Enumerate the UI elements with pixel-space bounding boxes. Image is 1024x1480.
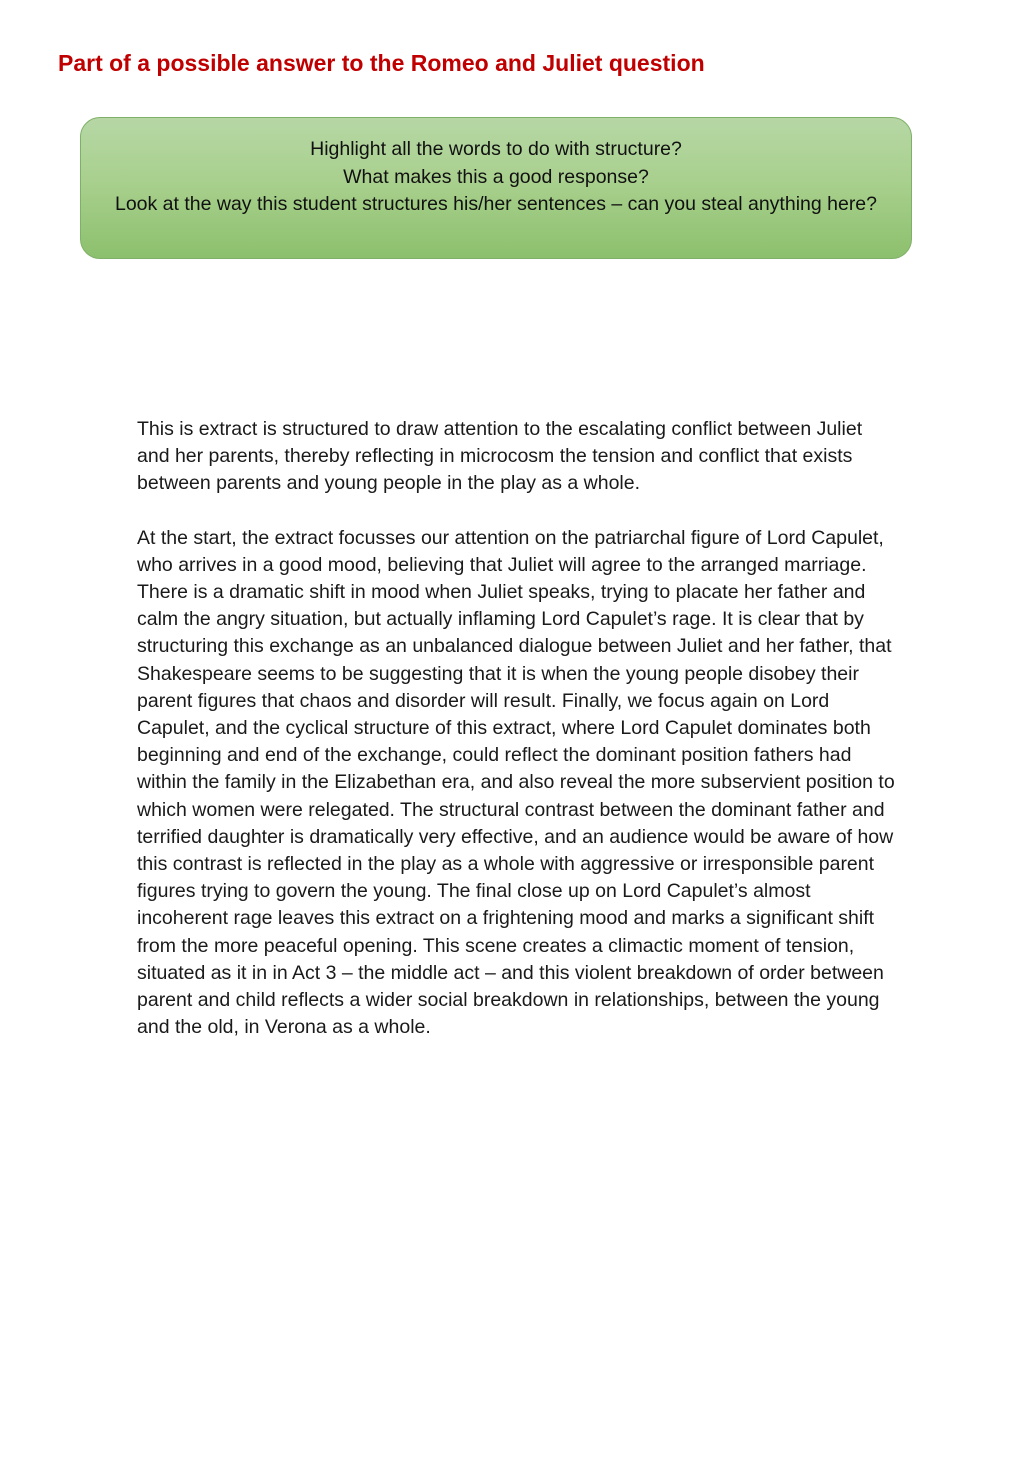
page-title: Part of a possible answer to the Romeo and Juliet question [58,50,705,76]
prompt-box [80,117,912,259]
essay-text [137,416,897,1041]
prompt-line-good-response: What makes this a good response? [343,165,649,188]
essay-paragraph-body: At the start, the extract focusses our attention on the patriarchal figure of Lord Capulet, who arrives in a good mood, believing that Juliet will agree to the arranged marriage. There is a dramatic shift in mood when Juliet speaks, trying to placate her father and calm the angry situation, but actually inflaming Lord Capulet’s rage. It is clear that by structuring this exchange as an unbalanced dialogue between Juliet and her father, that Shakespeare seems to be suggesting that it is when the young people disobey their parent figures that chaos and disorder will result. Finally, we focus again on Lord Capulet, and the cyclical structure of this extract, where Lord Capulet dominates both beginning and end of the exchange, could reflect the dominant position fathers had within the family in the Elizabethan era, and also reveal the more subservient position to which women were relegated. The structural contrast between the dominant father and terrified daughter is dramatically very effective, and an audience would be aware of how this contrast is reflected in the play as a whole with aggressive or irresponsible parent figures trying to govern the young. The final close up on Lord Capulet’s almost incoherent rage leaves this extract on a frightening mood and marks a significant shift from the more peaceful opening. This scene creates a climactic moment of tension, situated as it in in Act 3 – the middle act – and this violent breakdown of order between parent and child reflects a wider social breakdown in relationships, between the young and the old, in Verona as a whole. [137,526,895,1039]
prompt-line-sentences: Look at the way this student structures his/her sentences – can you steal anything here? [114,193,878,215]
prompt-line-highlight: Highlight all the words to do with structure? [310,138,682,160]
essay-paragraph-intro: This is extract is structured to draw attention to the escalating conflict between Juliet and her parents, thereby reflecting in microcosm the tension and conflict that exists between parents and young people in the play as a whole. [137,418,863,495]
